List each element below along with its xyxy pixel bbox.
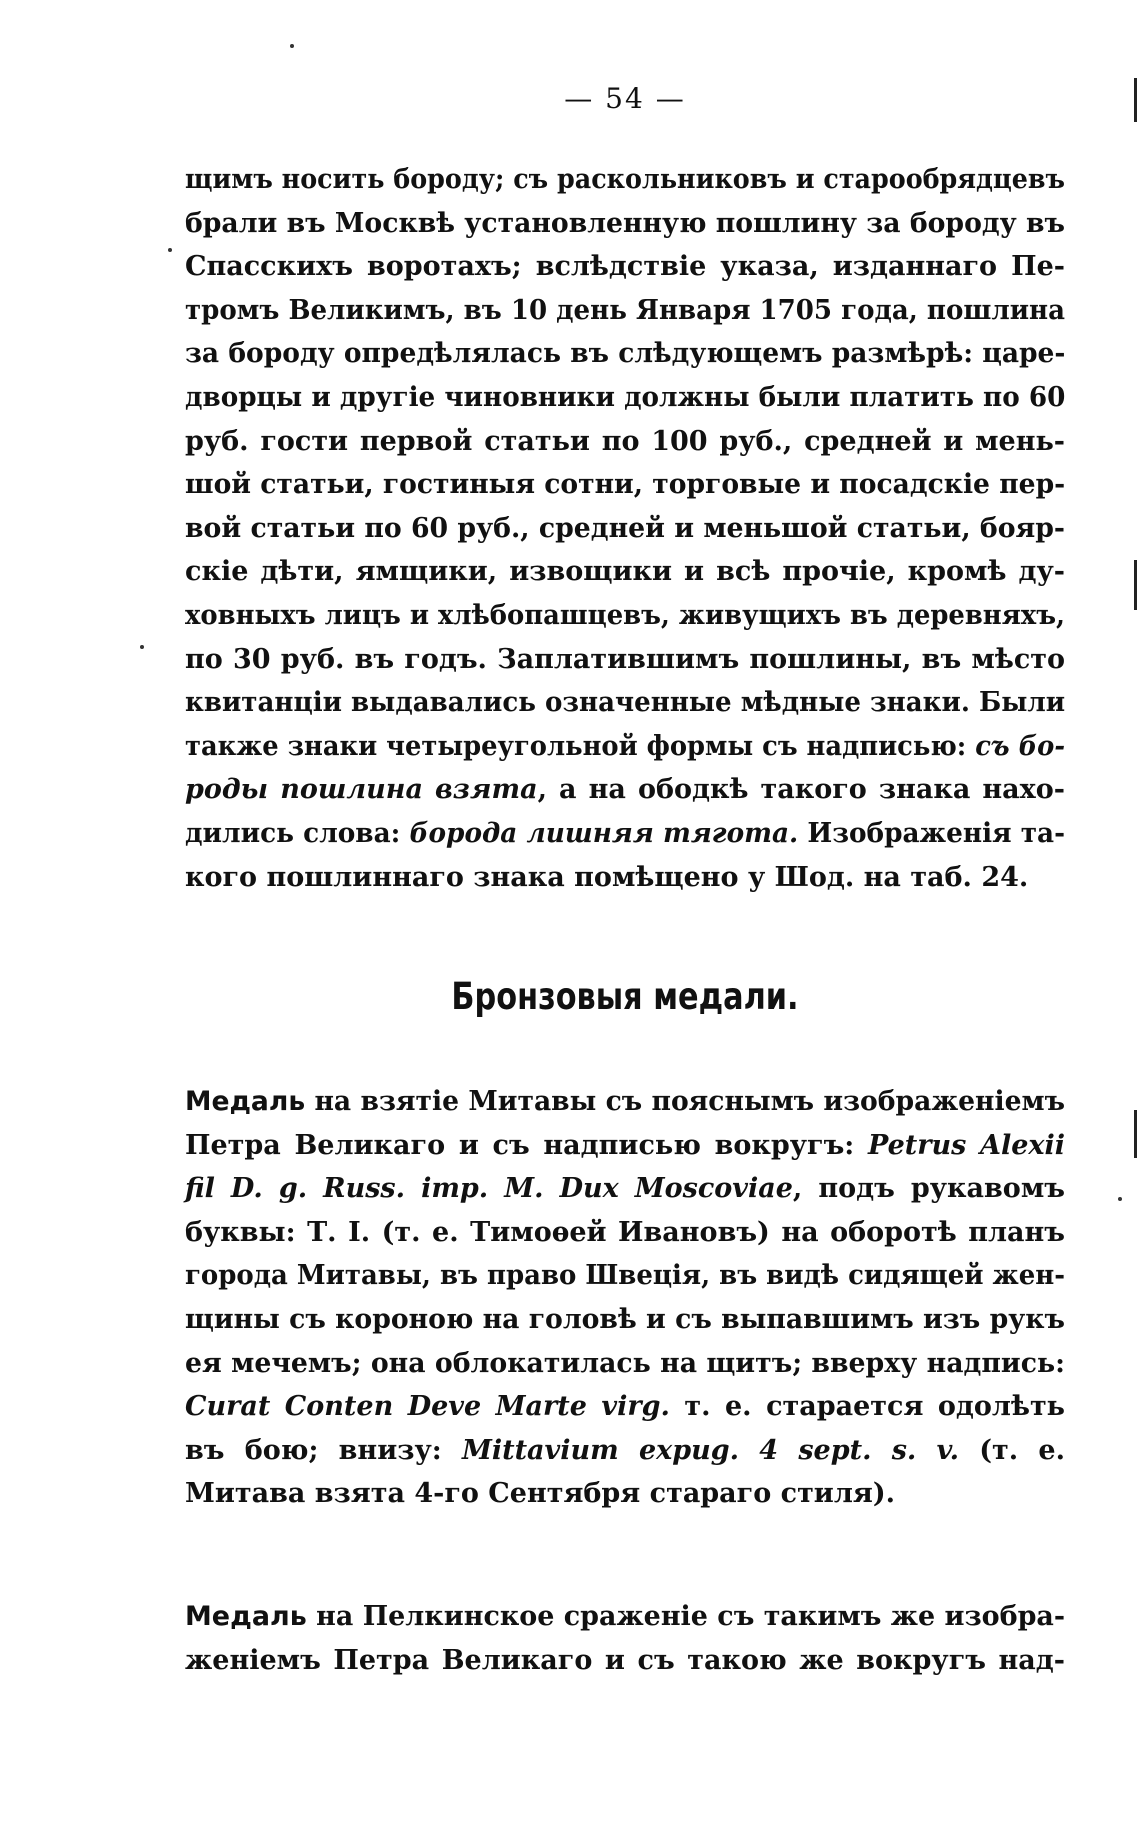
text-segment: т. е. старается одолѣть	[669, 1391, 1065, 1423]
text-line: кого пошлиннаго знака помѣщено у Шод. на таб. 24.	[185, 861, 1029, 893]
scan-speck	[168, 248, 172, 252]
section-heading: Бронзовыя медали.	[451, 975, 799, 1018]
italic-inscription: съ бо-	[975, 730, 1066, 762]
text-line	[185, 1080, 1065, 1124]
italic-inscription: fil D. g. Russ. imp. M. Dux Moscoviae	[185, 1173, 793, 1205]
text-line: скіе дѣти, ямщики, извощики и всѣ прочіе, кромѣ ду-	[185, 556, 1065, 588]
paragraph-beard-tax	[185, 158, 1065, 899]
text-line: по 30 руб. въ годъ. Заплатившимъ пошлины, въ мѣсто	[185, 643, 1065, 675]
italic-inscription: Mittavium expug. 4 sept. s. v.	[461, 1434, 959, 1466]
scan-speck	[1118, 1197, 1122, 1201]
text-line	[185, 725, 1065, 769]
paragraph-mitau-medal	[185, 1080, 1065, 1516]
text-segment: Петра Великаго и съ надписью вокругъ:	[185, 1129, 868, 1161]
text-segment: Изображенія та-	[798, 817, 1065, 849]
text-line	[185, 812, 1065, 856]
text-line	[185, 1124, 1065, 1168]
text-segment: (т. е.	[958, 1434, 1065, 1466]
scan-edge-mark	[1134, 560, 1137, 610]
text-line: квитанціи выдавались означенные мѣдные знаки. Были	[185, 687, 1066, 719]
paragraph-lead-word: Медаль	[185, 1601, 307, 1632]
text-line: города Митавы, въ право Швеція, въ видѣ сидящей жен-	[185, 1260, 1066, 1292]
text-segment: на взятіе Митавы съ пояснымъ изображеніемъ	[305, 1086, 1065, 1117]
text-line: руб. гости первой статьи по 100 руб., средней и мень-	[185, 425, 1065, 457]
scan-speck	[290, 44, 294, 48]
text-line: Спасскихъ воротахъ; вслѣдствіе указа, изданнаго Пе-	[185, 251, 1065, 283]
text-line: шой статьи, гостиныя сотни, торговые и посадскіе пер-	[185, 469, 1066, 501]
italic-inscription: роды пошлина взята	[185, 774, 538, 806]
text-line: тромъ Великимъ, въ 10 день Января 1705 года, пошлина	[185, 294, 1065, 326]
text-line: Митава взята 4-го Сентября стараго стиля).	[185, 1478, 895, 1510]
italic-inscription: борода лишняя тягота.	[409, 817, 799, 849]
scan-edge-mark	[1134, 78, 1137, 122]
text-line	[185, 1595, 1065, 1639]
text-line: щины съ короною на головѣ и съ выпавшимъ изъ рукъ	[185, 1303, 1065, 1335]
text-segment: также знаки четыреугольной формы съ надписью:	[185, 730, 976, 762]
page-number: — 54 —	[564, 82, 686, 115]
text-line	[185, 1167, 1065, 1211]
text-line: вой статьи по 60 руб., средней и меньшой статьи, бояр-	[185, 512, 1065, 544]
text-line: ея мечемъ; она облокатилась на щитъ; вверху надпись:	[185, 1347, 1065, 1379]
text-segment: на Пелкинское сраженіе съ такимъ же изобра-	[306, 1601, 1066, 1632]
text-line: буквы: Т. І. (т. е. Тимоѳей Ивановъ) на оборотѣ планъ	[185, 1216, 1065, 1248]
paragraph-pelkina-medal	[185, 1595, 1065, 1682]
text-segment: въ бою; внизу:	[185, 1434, 462, 1466]
italic-inscription: Petrus Alexii	[868, 1129, 1065, 1161]
text-line	[185, 1385, 1065, 1429]
text-segment: , подъ рукавомъ	[792, 1173, 1065, 1205]
scan-speck	[140, 645, 144, 649]
italic-inscription: Curat Conten Deve Marte virg.	[185, 1391, 670, 1423]
text-line	[185, 1429, 1065, 1473]
text-line: женіемъ Петра Великаго и съ такою же вокругъ над-	[185, 1644, 1065, 1676]
text-line: ховныхъ лицъ и хлѣбопашцевъ, живущихъ въ деревняхъ,	[185, 599, 1065, 631]
text-line: дворцы и другіе чиновники должны были платить по 60	[185, 381, 1066, 413]
text-line	[185, 768, 1065, 812]
scan-edge-mark	[1134, 1110, 1137, 1158]
text-line: щимъ носить бороду; съ раскольниковъ и старообрядцевъ	[185, 164, 1065, 195]
paragraph-lead-word: Медаль	[185, 1086, 306, 1117]
text-line: за бороду опредѣлялась въ слѣдующемъ размѣрѣ: царе-	[185, 338, 1066, 370]
text-segment: , а на ободкѣ такого знака нахо-	[537, 774, 1065, 806]
text-line: брали въ Москвѣ установленную пошлину за бороду въ	[185, 207, 1065, 239]
text-segment: дились слова:	[185, 817, 410, 849]
